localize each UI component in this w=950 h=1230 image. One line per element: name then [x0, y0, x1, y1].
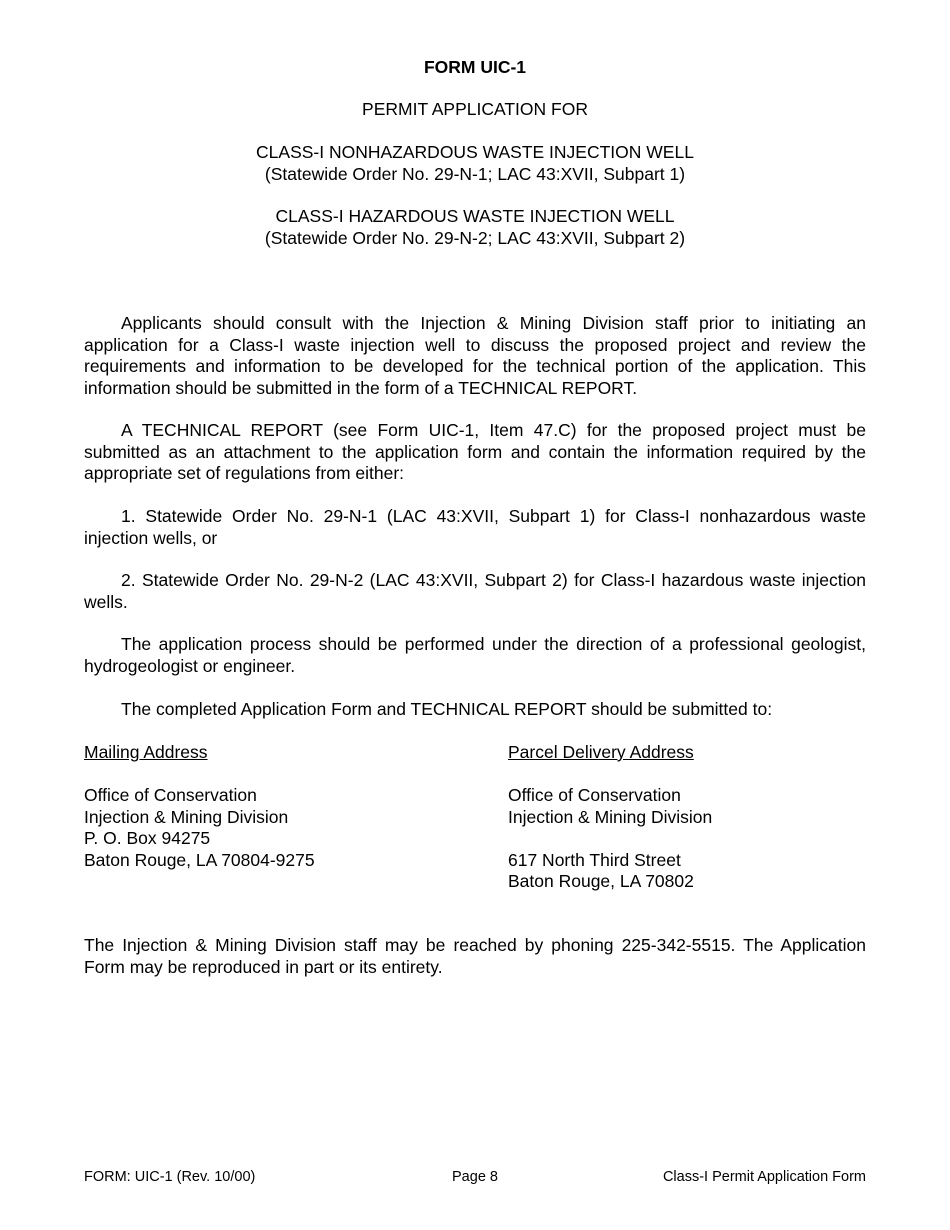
form-subtitle: PERMIT APPLICATION FOR [362, 99, 588, 119]
regulation-item-1: 1. Statewide Order No. 29-N-1 (LAC 43:XVII, Subpart 1) for Class-I nonhazardous waste injection wells, or [84, 506, 866, 548]
mailing-address-heading: Mailing Address [84, 742, 208, 762]
mailing-line-3: P. O. Box 94275 [84, 828, 211, 848]
hazardous-title: CLASS-I HAZARDOUS WASTE INJECTION WELL [275, 206, 675, 226]
mailing-address [84, 742, 315, 871]
parcel-line-1: Office of Conservation [508, 785, 681, 805]
mailing-line-1: Office of Conservation [84, 785, 257, 805]
hazardous-reference: (Statewide Order No. 29-N-2; LAC 43:XVII, Subpart 2) [264, 228, 686, 248]
nonhazardous-reference: (Statewide Order No. 29-N-1; LAC 43:XVII, Subpart 1) [264, 164, 686, 184]
footer-page-number: Page 8 [452, 1169, 498, 1185]
closing-paragraph: The Injection & Mining Division staff may be reached by phoning 225-342-5515. The Application Form may be reproduced in part or its entirety. [84, 935, 866, 977]
professional-paragraph: The application process should be performed under the direction of a professional geologist, hydrogeologist or engineer. [84, 634, 866, 676]
intro-paragraph: Applicants should consult with the Injection & Mining Division staff prior to initiating an application for a Class-I waste injection well to discuss the proposed project and review the requirements and information to be developed for the technical portion of the application. This information should be submitted in the form of a TECHNICAL REPORT. [84, 313, 866, 398]
form-title: FORM UIC-1 [423, 57, 527, 77]
regulation-item-2: 2. Statewide Order No. 29-N-2 (LAC 43:XVII, Subpart 2) for Class-I hazardous waste injection wells. [84, 570, 866, 612]
mailing-line-2: Injection & Mining Division [84, 806, 289, 827]
footer-form-id: FORM: UIC-1 (Rev. 10/00) [84, 1169, 256, 1185]
parcel-line-4: Baton Rouge, LA 70802 [508, 871, 694, 891]
nonhazardous-title: CLASS-I NONHAZARDOUS WASTE INJECTION WELL [256, 142, 694, 162]
footer-document-title: Class-I Permit Application Form [662, 1169, 866, 1185]
submission-paragraph: The completed Application Form and TECHNICAL REPORT should be submitted to: [121, 699, 773, 719]
technical-report-paragraph: A TECHNICAL REPORT (see Form UIC-1, Item 47.C) for the proposed project must be submitted as an attachment to the application form and contain the information required by the appropriate set of regulations from either: [84, 420, 866, 483]
parcel-address-heading: Parcel Delivery Address [508, 742, 694, 762]
parcel-line-2: Injection & Mining Division [508, 806, 713, 827]
parcel-address [508, 742, 712, 893]
mailing-line-4: Baton Rouge, LA 70804-9275 [84, 849, 315, 870]
parcel-line-3: 617 North Third Street [508, 849, 681, 870]
